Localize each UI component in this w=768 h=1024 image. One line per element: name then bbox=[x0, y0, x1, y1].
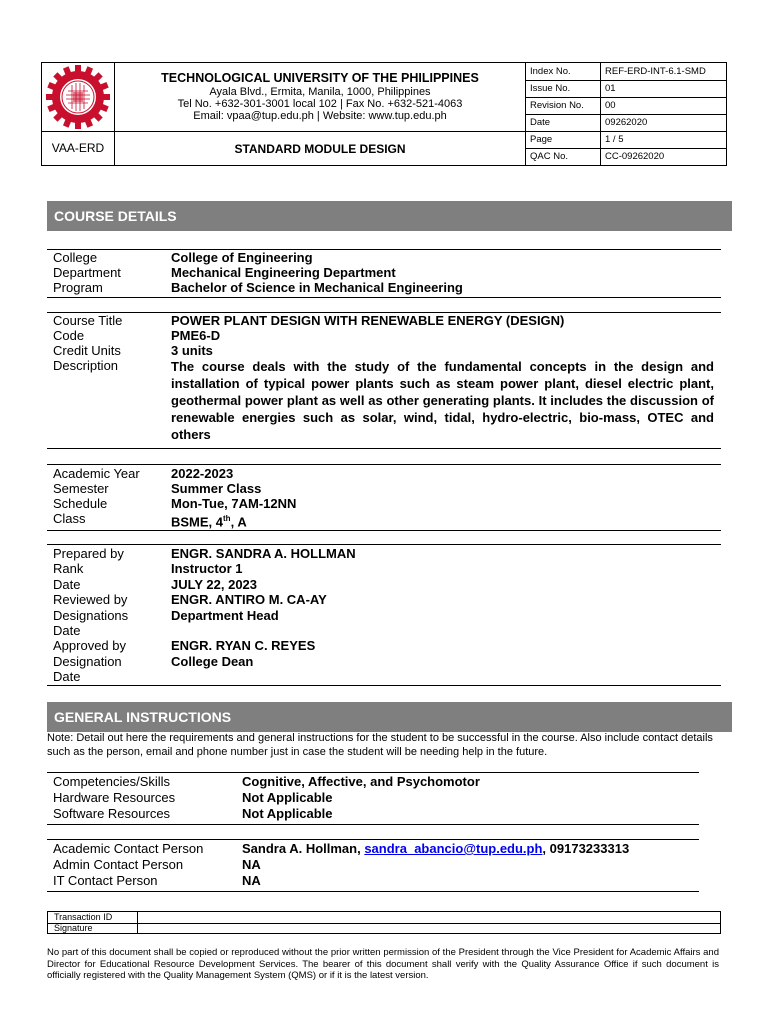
meta-key: Index No. bbox=[530, 66, 571, 77]
approver-designation-value: College Dean bbox=[171, 654, 254, 669]
hardware-value: Not Applicable bbox=[242, 790, 333, 805]
prepared-date-value: JULY 22, 2023 bbox=[171, 577, 258, 592]
class-value bbox=[171, 511, 247, 530]
divider bbox=[47, 530, 721, 531]
reviewed-date-label: Date bbox=[53, 623, 81, 638]
reviewed-by-label: Reviewed by bbox=[53, 592, 128, 607]
meta-value: 1 / 5 bbox=[605, 134, 624, 145]
program-value: Bachelor of Science in Mechanical Engineering bbox=[171, 280, 463, 295]
class-value-section: , A bbox=[230, 514, 247, 530]
course-title-value: POWER PLANT DESIGN WITH RENEWABLE ENERGY (DESIGN) bbox=[171, 313, 565, 328]
prepared-by-value: ENGR. SANDRA A. HOLLMAN bbox=[171, 546, 356, 561]
university-name: TECHNOLOGICAL UNIVERSITY OF THE PHILIPPINES bbox=[161, 71, 479, 85]
meta-key: Page bbox=[530, 134, 553, 145]
software-value: Not Applicable bbox=[242, 806, 333, 821]
signature-label: Signature bbox=[54, 923, 93, 933]
admin-contact-label: Admin Contact Person bbox=[53, 857, 184, 872]
software-label: Software Resources bbox=[53, 806, 171, 821]
academic-contact-value bbox=[242, 841, 629, 857]
approved-by-label: Approved by bbox=[53, 638, 126, 653]
college-value: College of Engineering bbox=[171, 250, 313, 265]
course-description: The course deals with the study of the fundamental concepts in the design and installation of typical power plants such as steam power plant, diesel electric plant, geothermal power plant as well as other generating plants. It includes the discussion of renewable energies such as solar, wind, tidal, hydro-electric, bio-mass, OTEC and others bbox=[171, 359, 714, 442]
rank-label: Rank bbox=[53, 561, 84, 576]
divider bbox=[47, 839, 699, 840]
academic-year-label: Academic Year bbox=[53, 466, 140, 481]
footer-disclaimer: No part of this document shall be copied or reproduced without the prior written permission of the President through the Vice President for Academic Affairs and Director for Educational Resource Development Services. The bearer of this document shall verify with the Quality Assurance Office if such document is officially registered with the Quality Management System (QMS) or if it is the latest version. bbox=[47, 947, 719, 981]
office-code: VAA-ERD bbox=[51, 141, 105, 155]
academic-contact-phone: , 09173233313 bbox=[542, 841, 630, 856]
university-phone: Tel No. +632-301-3001 local 102 | Fax No. +632-521-4063 bbox=[177, 98, 463, 110]
code-label: Code bbox=[53, 328, 85, 343]
program-label: Program bbox=[53, 280, 103, 295]
transaction-signature-box bbox=[47, 911, 721, 934]
divider bbox=[47, 249, 721, 250]
competencies-value: Cognitive, Affective, and Psychomotor bbox=[242, 774, 480, 789]
meta-value: 01 bbox=[605, 83, 616, 94]
reviewed-by-value: ENGR. ANTIRO M. CA-AY bbox=[171, 592, 327, 607]
meta-key: Revision No. bbox=[530, 100, 584, 111]
instructions-note: Note: Detail out here the requirements and general instructions for the student to be successful in the course. Also include contact details such as the person, email and phone number just in case the student will be needing help in the future. bbox=[47, 732, 713, 758]
divider bbox=[47, 297, 721, 298]
prepared-date-label: Date bbox=[53, 577, 81, 592]
credit-units-label: Credit Units bbox=[53, 343, 121, 358]
divider bbox=[47, 824, 699, 825]
section-heading-general-instructions: GENERAL INSTRUCTIONS bbox=[47, 702, 732, 732]
approved-by-value: ENGR. RYAN C. REYES bbox=[171, 638, 316, 653]
class-value-superscript: th bbox=[223, 514, 231, 523]
meta-key: Date bbox=[530, 117, 551, 128]
schedule-value: Mon-Tue, 7AM-12NN bbox=[171, 496, 297, 511]
competencies-label: Competencies/Skills bbox=[53, 774, 171, 789]
meta-key: Issue No. bbox=[530, 83, 571, 94]
admin-contact-value: NA bbox=[242, 857, 261, 872]
divider bbox=[47, 891, 699, 892]
document-header bbox=[41, 62, 727, 166]
semester-value: Summer Class bbox=[171, 481, 262, 496]
prepared-by-label: Prepared by bbox=[53, 546, 124, 561]
university-address: Ayala Blvd., Ermita, Manila, 1000, Philippines bbox=[209, 86, 431, 98]
class-value-main: BSME, 4 bbox=[171, 514, 224, 530]
semester-label: Semester bbox=[53, 481, 109, 496]
document-title: STANDARD MODULE DESIGN bbox=[234, 142, 406, 156]
department-value: Mechanical Engineering Department bbox=[171, 265, 396, 280]
rank-value: Instructor 1 bbox=[171, 561, 243, 576]
academic-contact-label: Academic Contact Person bbox=[53, 841, 204, 856]
university-seal-logo bbox=[46, 65, 110, 129]
divider bbox=[47, 448, 721, 449]
university-email: Email: vpaa@tup.edu.ph | Website: www.tup.edu.ph bbox=[193, 110, 447, 122]
divider bbox=[47, 464, 721, 465]
code-value: PME6-D bbox=[171, 328, 221, 343]
approved-date-label: Date bbox=[53, 669, 81, 684]
meta-value: REF-ERD-INT-6.1-SMD bbox=[605, 66, 706, 77]
course-title-label: Course Title bbox=[53, 313, 123, 328]
hardware-label: Hardware Resources bbox=[53, 790, 176, 805]
divider bbox=[47, 544, 721, 545]
divider bbox=[47, 772, 699, 773]
meta-key: QAC No. bbox=[530, 151, 569, 162]
academic-contact-email-link[interactable]: sandra_abancio@tup.edu.ph bbox=[364, 841, 543, 856]
transaction-id-label: Transaction ID bbox=[54, 912, 113, 922]
academic-contact-name: Sandra A. Hollman, bbox=[242, 841, 365, 856]
description-label: Description bbox=[53, 358, 119, 373]
department-label: Department bbox=[53, 265, 121, 280]
it-contact-label: IT Contact Person bbox=[53, 873, 158, 888]
college-label: College bbox=[53, 250, 98, 265]
academic-year-value: 2022-2023 bbox=[171, 466, 234, 481]
approver-designation-label: Designation bbox=[53, 654, 122, 669]
class-label: Class bbox=[53, 511, 86, 526]
meta-value: 00 bbox=[605, 100, 616, 111]
it-contact-value: NA bbox=[242, 873, 261, 888]
schedule-label: Schedule bbox=[53, 496, 108, 511]
credit-units-value: 3 units bbox=[171, 343, 213, 358]
meta-value: CC-09262020 bbox=[605, 151, 665, 162]
reviewer-designation-label: Designations bbox=[53, 608, 129, 623]
divider bbox=[47, 685, 721, 686]
reviewer-designation-value: Department Head bbox=[171, 608, 279, 623]
meta-value: 09262020 bbox=[605, 117, 648, 128]
section-heading-course-details: COURSE DETAILS bbox=[47, 201, 732, 231]
